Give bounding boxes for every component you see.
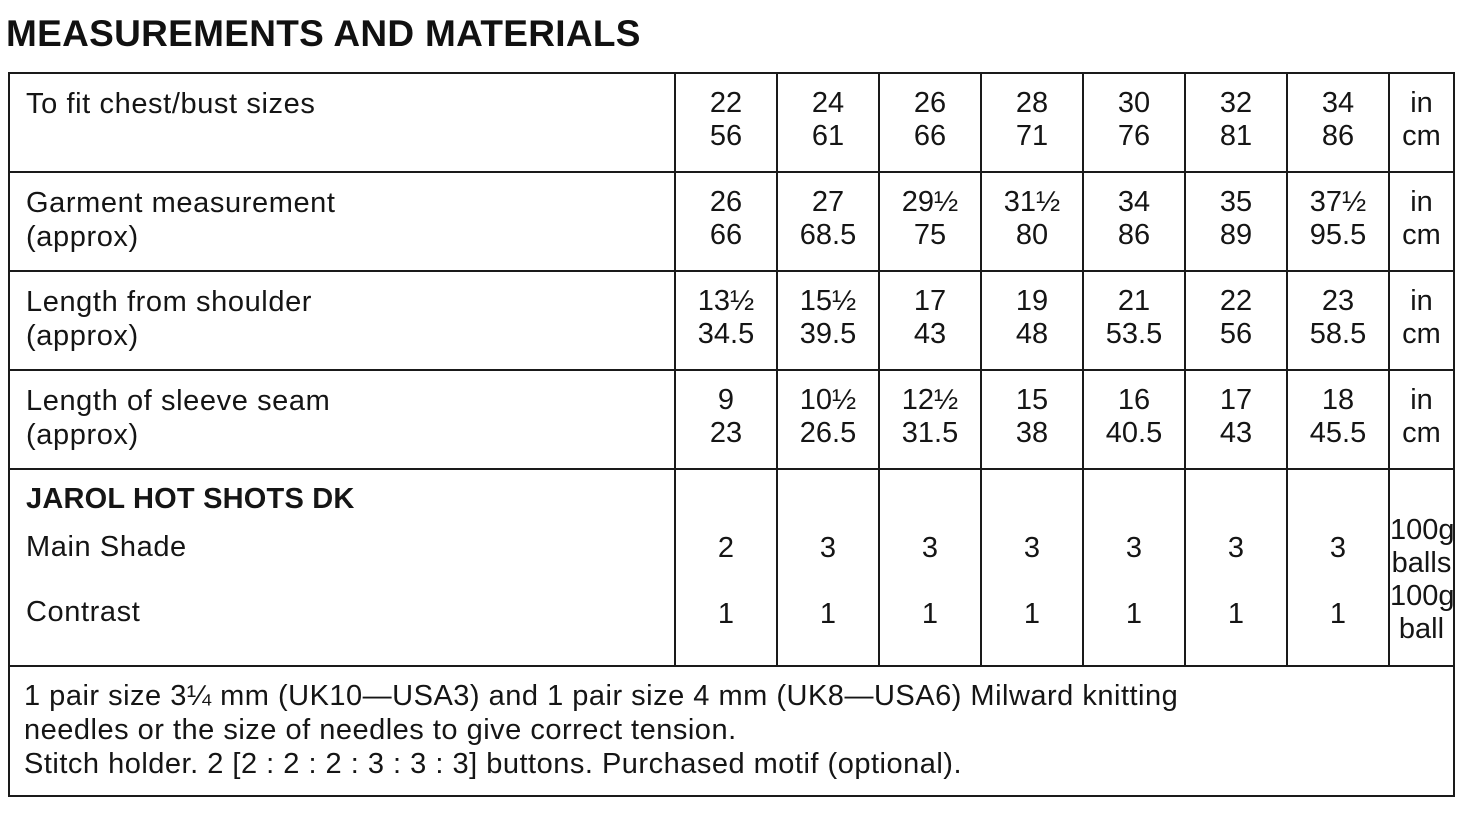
table-row-yarn (9, 469, 1454, 666)
size-cell: 15 38 (981, 370, 1083, 469)
size-cell: 10½ 26.5 (777, 370, 879, 469)
table-row-chest-bust (9, 73, 1454, 172)
unit-cell: in cm (1389, 271, 1454, 370)
size-cell: 18 45.5 (1287, 370, 1389, 469)
size-cell: 37½ 95.5 (1287, 172, 1389, 271)
size-cell: 21 53.5 (1083, 271, 1185, 370)
note-line: 1 pair size 3¼ mm (UK10—USA3) and 1 pair size 4 mm (UK8—USA6) Milward knitting (24, 680, 1179, 712)
size-cell: 26 66 (675, 172, 777, 271)
note-line: Stitch holder. 2 [2 : 2 : 2 : 3 : 3 : 3] buttons. Purchased motif (optional). (24, 748, 962, 780)
size-cell: 22 56 (1185, 271, 1287, 370)
size-cell: 17 43 (1185, 370, 1287, 469)
size-cell: 17 43 (879, 271, 981, 370)
yarn-size-cell: 3 1 (1083, 469, 1185, 666)
row-label: Length from shoulder (approx) (9, 271, 675, 370)
size-cell: 12½ 31.5 (879, 370, 981, 469)
size-cell: 13½ 34.5 (675, 271, 777, 370)
size-cell: 34 86 (1287, 73, 1389, 172)
note-line: needles or the size of needles to give correct tension. (24, 714, 737, 746)
yarn-size-cell: 3 1 (1185, 469, 1287, 666)
size-cell: 23 58.5 (1287, 271, 1389, 370)
main-shade-label: Main Shade (26, 531, 187, 563)
materials-notes (9, 666, 1454, 796)
yarn-size-cell: 2 1 (675, 469, 777, 666)
size-cell: 35 89 (1185, 172, 1287, 271)
size-cell: 28 71 (981, 73, 1083, 172)
page-title: MEASUREMENTS AND MATERIALS (6, 13, 641, 54)
row-label: Garment measurement (approx) (9, 172, 675, 271)
size-cell: 26 66 (879, 73, 981, 172)
row-label: Length of sleeve seam (approx) (9, 370, 675, 469)
size-cell: 34 86 (1083, 172, 1185, 271)
size-cell: 24 61 (777, 73, 879, 172)
yarn-unit-cell: 100g balls 100g ball (1389, 469, 1454, 666)
size-cell: 32 81 (1185, 73, 1287, 172)
size-cell: 22 56 (675, 73, 777, 172)
yarn-size-cell: 3 1 (879, 469, 981, 666)
size-cell: 9 23 (675, 370, 777, 469)
yarn-title: JAROL HOT SHOTS DK (26, 483, 355, 515)
unit-cell: in cm (1389, 73, 1454, 172)
table-row-notes (9, 666, 1454, 796)
yarn-label-cell (9, 469, 675, 666)
size-cell: 27 68.5 (777, 172, 879, 271)
contrast-label: Contrast (26, 596, 141, 628)
yarn-size-cell: 3 1 (981, 469, 1083, 666)
size-cell: 19 48 (981, 271, 1083, 370)
yarn-size-cell: 3 1 (1287, 469, 1389, 666)
unit-cell: in cm (1389, 172, 1454, 271)
table-row-sleeve-seam (9, 370, 1454, 469)
yarn-size-cell: 3 1 (777, 469, 879, 666)
size-cell: 16 40.5 (1083, 370, 1185, 469)
row-label: To fit chest/bust sizes (9, 73, 675, 172)
measurements-table (8, 72, 1455, 797)
table-row-garment-measurement (9, 172, 1454, 271)
size-cell: 31½ 80 (981, 172, 1083, 271)
size-cell: 30 76 (1083, 73, 1185, 172)
table-row-length-from-shoulder (9, 271, 1454, 370)
size-cell: 15½ 39.5 (777, 271, 879, 370)
size-cell: 29½ 75 (879, 172, 981, 271)
unit-cell: in cm (1389, 370, 1454, 469)
